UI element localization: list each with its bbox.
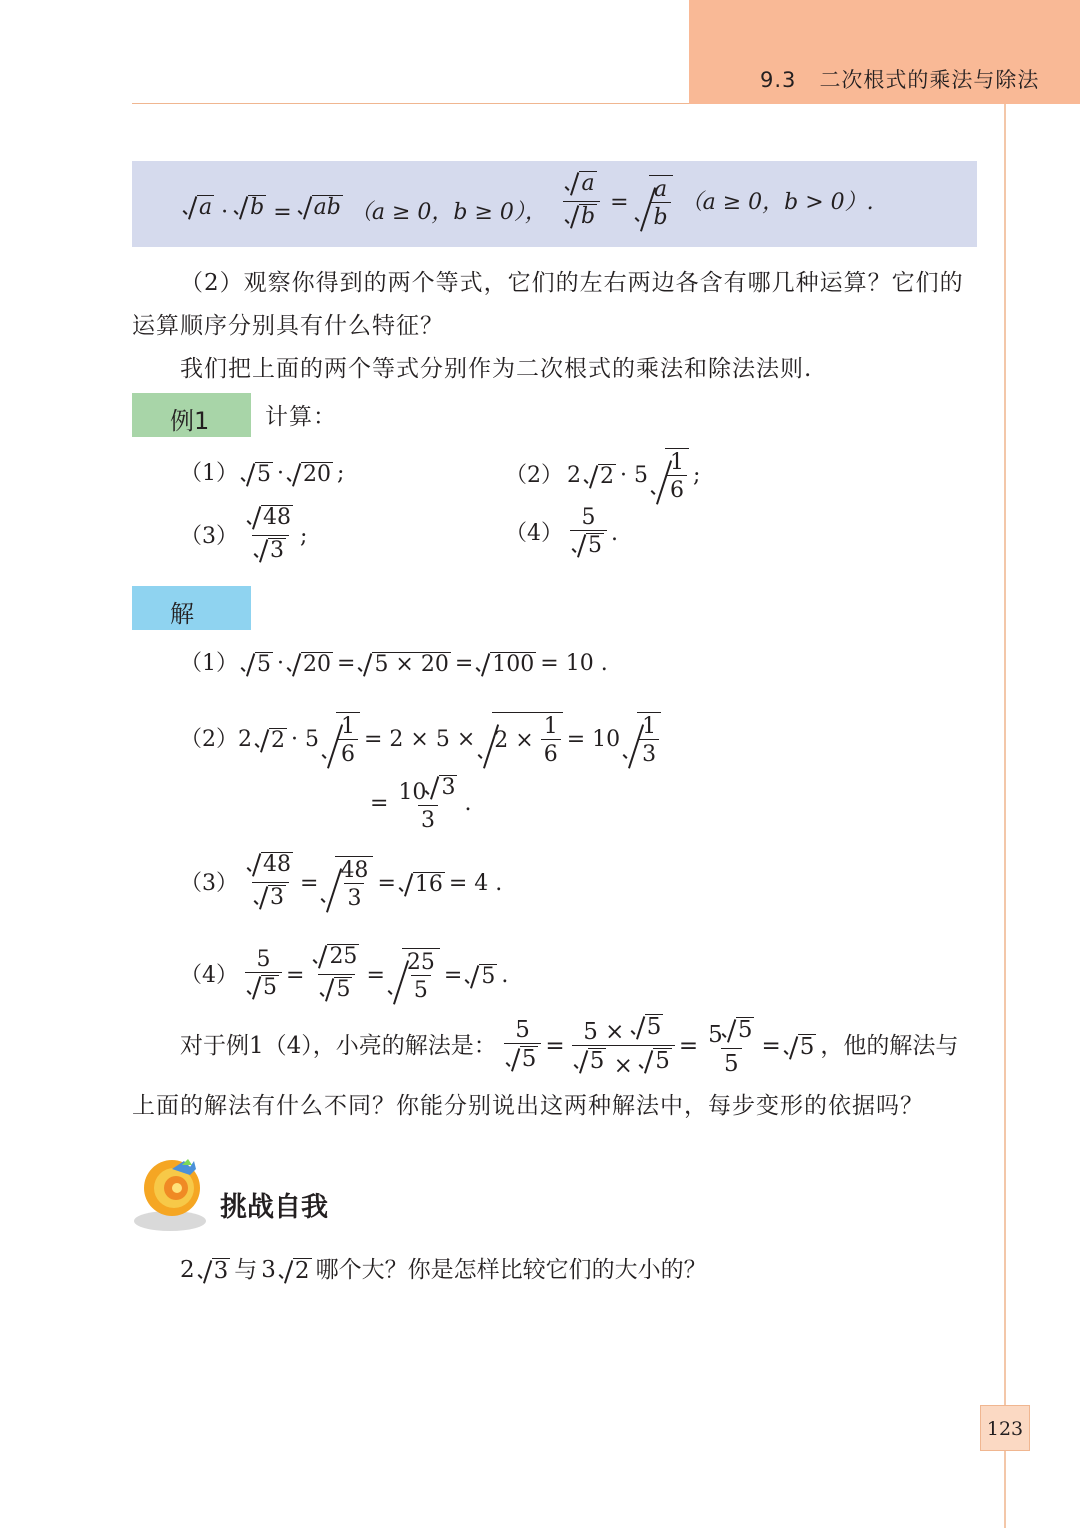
section-name: 二次根式的乘法与除法 <box>819 68 1040 92</box>
solution-3: （3） $\frac{48}{3}$ = $\frac{48}{3}$ = 16 = 4 . <box>180 852 506 916</box>
solution-2-continued: = 10 3 3 . <box>370 775 472 834</box>
division-rule: $\frac{a}{b}$ = $\frac{a}{b}$ （a ≥ 0，b > 0）. <box>560 171 874 235</box>
problem-1-label: （1） <box>180 461 238 486</box>
solution-3-result: = 4 . <box>448 870 503 896</box>
discussion-tail: ，他的解法与 <box>820 1033 959 1060</box>
header-rule <box>132 103 689 104</box>
multiplication-condition: （a ≥ 0，b ≥ 0）， <box>349 200 547 225</box>
solution-1-result: = 10 . <box>540 651 608 676</box>
rule-box <box>132 161 977 247</box>
example-badge <box>132 393 251 437</box>
rule-statement: 我们把上面的两个等式分别作为二次根式的乘法和除法法则. <box>180 356 813 382</box>
solution-badge-label: 解 <box>170 600 194 628</box>
target-icon <box>132 1153 210 1233</box>
challenge-question: 2 3 与 3 2 哪个大？你是怎样比较它们的大小的？ <box>180 1257 707 1284</box>
solution-2-end: . <box>464 791 472 817</box>
problem-4: （4） $\frac{5}{5}$ . <box>505 505 622 564</box>
solution-2: （2）2 2 · 5 $\frac{1}{6}$ = 2 × 5 × 2 × $\frac{1}{6}$ = 10 $\frac{1}{3}$ <box>180 712 665 768</box>
problem-4-label: （4） <box>505 521 563 547</box>
example-prompt: 计算： <box>265 404 337 430</box>
discussion-line1: 对于例1（4），小亮的解法是： $\frac{5}{5}$ = 5 × 5 5 × 5 = 5 5 5 = 5 ，他的解法与 <box>180 1014 959 1080</box>
challenge-connector: 与 <box>234 1257 258 1283</box>
question-2-line1: （2）观察你得到的两个等式，它们的左右两边各含有哪几种运算？它们的 <box>180 270 964 296</box>
problem-1: （1） 5 · 20 ; <box>180 461 345 487</box>
section-number: 9.3 <box>760 68 797 92</box>
example-badge-label: 例1 <box>170 407 210 435</box>
section-title <box>760 64 1039 94</box>
challenge-question-text: 哪个大？你是怎样比较它们的大小的？ <box>315 1257 707 1283</box>
margin-rule <box>1004 104 1006 1528</box>
problem-2-label: （2） <box>505 462 563 488</box>
problem-3-label: （3） <box>180 523 238 549</box>
question-2-line2: 运算顺序分别具有什么特征？ <box>132 313 444 339</box>
discussion-line2: 上面的解法有什么不同？你能分别说出这两种解法中，每步变形的依据吗？ <box>132 1093 924 1119</box>
problem-2: （2） 2 2 · 5 $\frac{1}{6}$ ; <box>505 450 701 504</box>
page-number-box <box>980 1405 1030 1451</box>
discussion-intro: 对于例1（4），小亮的解法是： <box>180 1033 497 1060</box>
solution-4: （4） $\frac{5}{5}$ = $\frac{25}{5}$ = $\frac{25}{5}$ = 5 . <box>180 944 512 1008</box>
problem-3: （3） $\frac{48}{3}$ ; <box>180 505 311 569</box>
solution-1: （1） 5 · 20 = 5 × 20 = 100 = 10 . <box>180 651 608 677</box>
multiplication-rule: a · b = ab （a ≥ 0，b ≥ 0）， <box>184 195 547 224</box>
challenge-title: 挑战自我 <box>220 1192 328 1223</box>
page-number: 123 <box>986 1418 1024 1440</box>
solution-badge <box>132 586 251 630</box>
solution-4-end: . <box>501 962 509 988</box>
division-condition: （a ≥ 0，b > 0）. <box>680 189 874 215</box>
